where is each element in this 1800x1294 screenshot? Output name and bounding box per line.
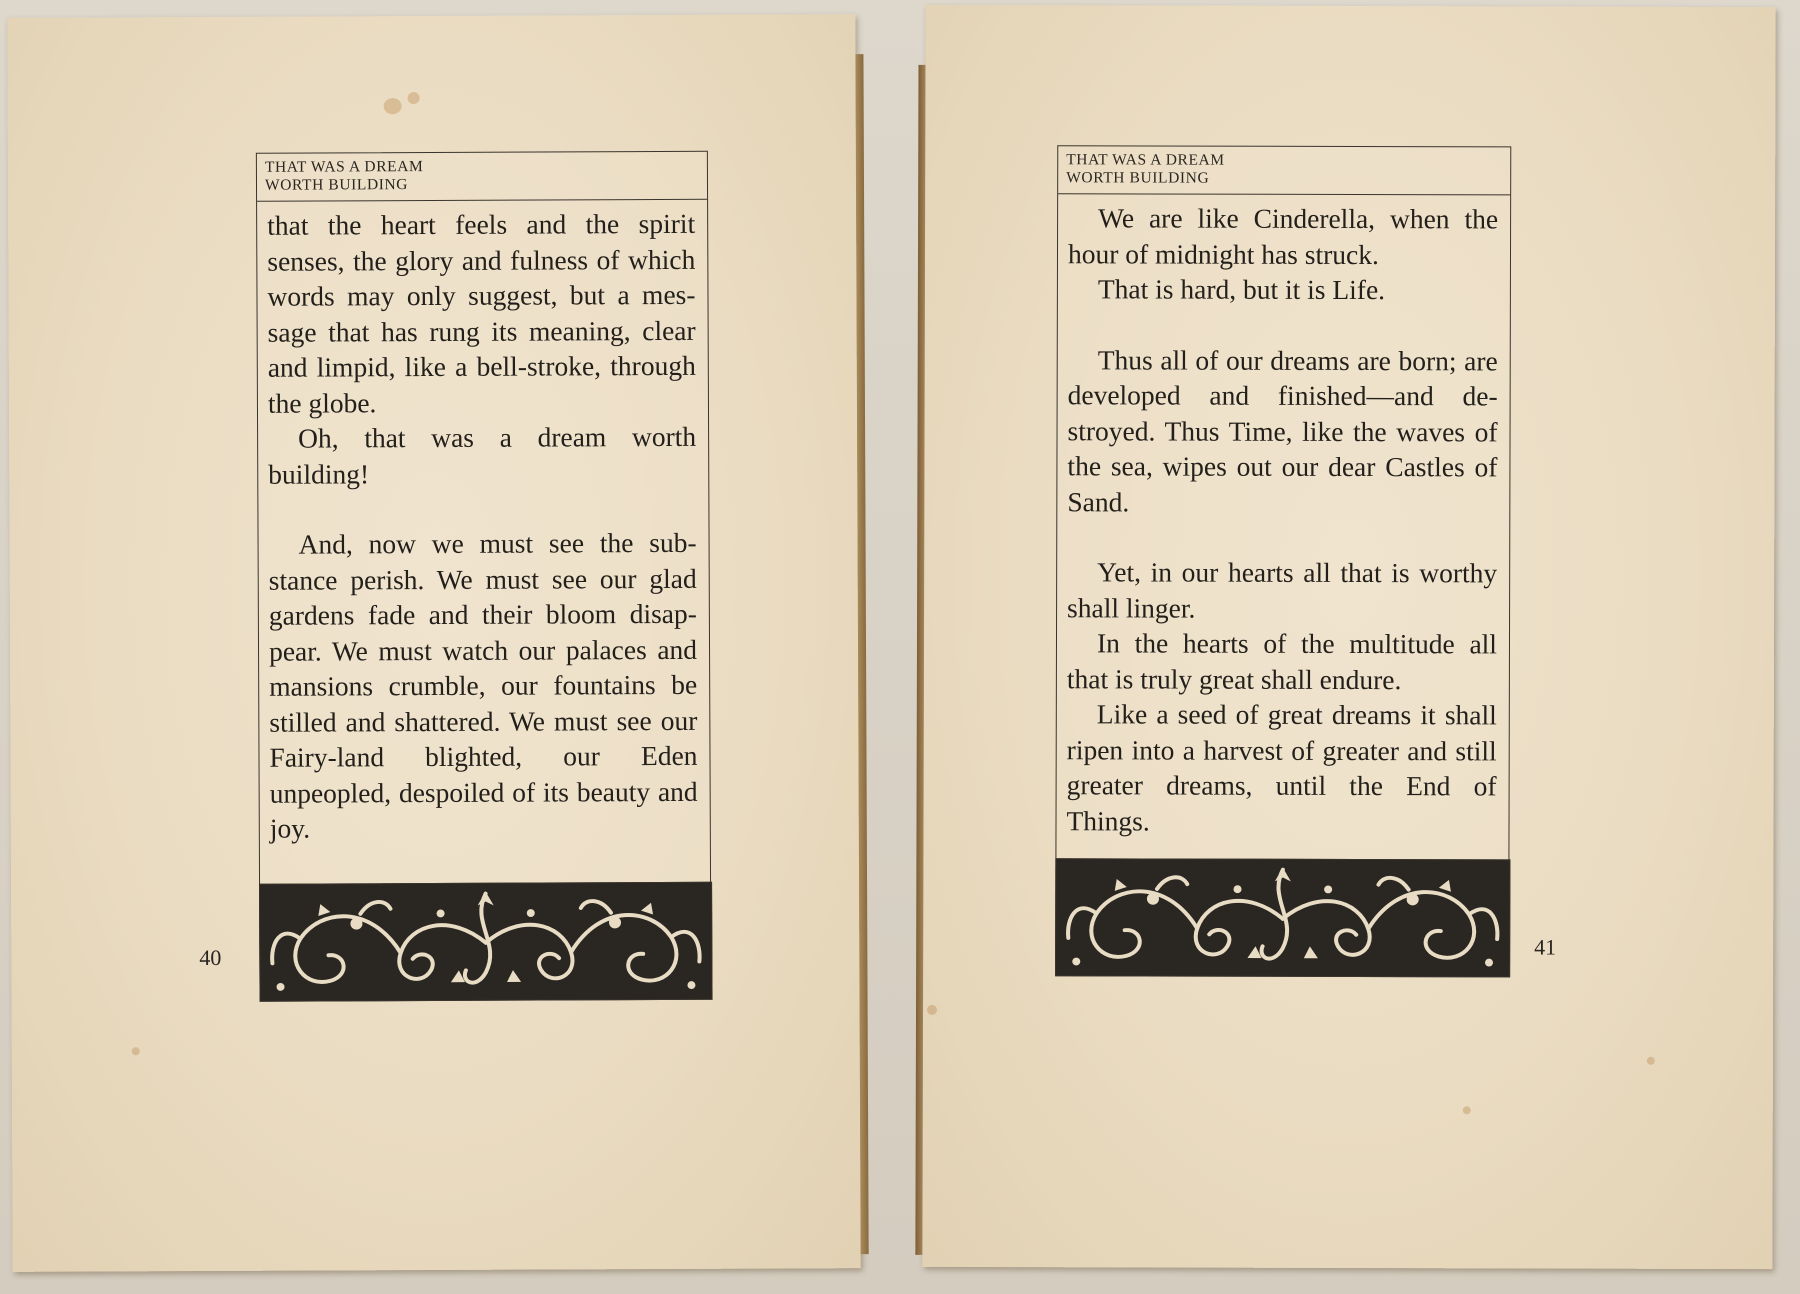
- text-frame: [1055, 145, 1511, 976]
- foxing-spot: [408, 92, 420, 104]
- decorative-tailpiece: [259, 881, 713, 1001]
- page-body-text: [1056, 194, 1510, 839]
- foxing-spot: [927, 1005, 937, 1015]
- scroll-ornament-icon: [260, 882, 712, 1000]
- paragraph: That is hard, but it is Life.: [1097, 273, 1386, 306]
- page-number: 41: [1534, 934, 1557, 960]
- book-page-right: [922, 5, 1775, 1269]
- paragraph: Oh, that was a dream worth building!: [268, 420, 697, 490]
- foxing-spot: [1463, 1106, 1471, 1114]
- running-head-line: THAT WAS A DREAM: [1066, 151, 1225, 169]
- foxing-spot: [384, 98, 402, 114]
- paragraph: Yet, in our hearts all that is worthy shall linger.: [1067, 556, 1498, 624]
- foxing-spot: [1647, 1057, 1655, 1065]
- decorative-tailpiece: [1055, 858, 1510, 977]
- paragraph: We are like Cinderella, when the hour of midnight has struck.: [1067, 202, 1499, 270]
- paragraph: that the heart feels and the spirit senses, the glory and fulness of which words may only suggest, but a mes-sage that has rung its meaning, clear and limpid, like a bell-stroke, through the globe.: [267, 207, 696, 419]
- running-head: [257, 152, 707, 202]
- scroll-ornament-icon: [1056, 859, 1509, 976]
- foxing-spot: [132, 1047, 140, 1055]
- page-body-text: [257, 200, 710, 846]
- running-head-line: WORTH BUILDING: [1066, 169, 1210, 187]
- paragraph: In the hearts of the multitude all that is truly great shall endure.: [1066, 627, 1498, 695]
- paragraph: Thus all of our dreams are born; are developed and finished—and de-stroyed. Thus Time, like the waves of the sea, wipes out our dear Castles of Sand.: [1067, 343, 1498, 517]
- running-head-line: THAT WAS A DREAM: [264, 158, 424, 176]
- running-head-line: WORTH BUILDING: [264, 176, 409, 194]
- running-head: [1058, 146, 1510, 195]
- text-frame: [256, 151, 712, 1001]
- book-page-left: [7, 14, 860, 1272]
- page-number: 40: [199, 944, 222, 971]
- paragraph: Like a seed of great dreams it shall ripen into a harvest of greater and still greater dreams, until the End of Things.: [1066, 698, 1497, 836]
- paragraph: And, now we must see the sub-stance perish. We must see our glad gardens fade and their bloom disap-pear. We must watch our palaces and mansions crumble, our fountains be stilled and shattered. We must see our Fairy-land blighted, our Eden unpeopled, despoiled of its beauty and joy.: [268, 526, 698, 844]
